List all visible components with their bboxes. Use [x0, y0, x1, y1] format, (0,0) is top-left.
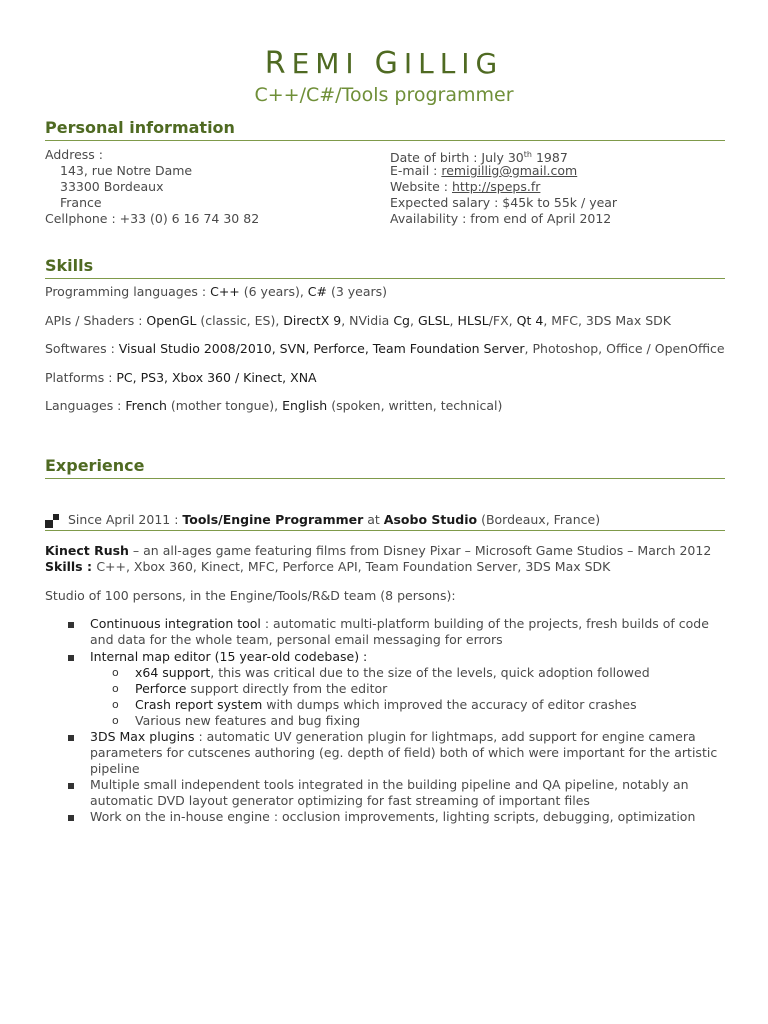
skill-note: (mother tongue),: [166, 398, 283, 413]
sub-bullet-text: , this was critical due to the size of the levels, quick adoption followed: [210, 665, 650, 680]
skill-note: (3 years): [326, 284, 388, 299]
skill-note: , Photoshop, Office / OpenOffice: [524, 341, 725, 356]
sub-bullet-circle: o: [112, 714, 119, 727]
sub-bullet-text: support directly from the editor: [186, 681, 388, 696]
availability: Availability : from end of April 2012: [390, 211, 612, 226]
skill-item: HLSL: [457, 313, 489, 328]
job-role: Tools/Engine Programmer: [182, 512, 364, 527]
project-skills: [45, 559, 610, 575]
bullet-item: Work on the in-house engine : occlusion improvements, lighting scripts, debugging, optimization: [90, 809, 696, 824]
bullet-item: Multiple small independent tools integrated in the building pipeline and QA pipeline, notably an: [90, 777, 689, 792]
sub-bullet-item: [135, 697, 637, 713]
section-title-skills: Skills: [45, 255, 725, 279]
sub-bullet-item: Various new features and bug fixing: [135, 713, 361, 728]
bullet-square: [68, 735, 74, 741]
name-initial-first: R: [264, 46, 292, 81]
job-company: Asobo Studio: [383, 512, 478, 527]
skill-label: Platforms :: [45, 370, 117, 385]
bullet-continuation: parameters for cutscenes authoring (eg. depth of field) both of which were important for the artistic: [90, 745, 718, 760]
skill-note: ,: [449, 313, 458, 328]
email-link[interactable]: remigillig@gmail.com: [441, 163, 578, 178]
project-skills-label: Skills :: [45, 559, 97, 574]
skill-note: , NVidia: [341, 313, 394, 328]
skill-note: (classic, ES),: [196, 313, 284, 328]
bullet-item: [90, 616, 709, 632]
job-marker-icon: [45, 514, 59, 528]
address-line-3: France: [60, 195, 102, 210]
skill-item: C#: [307, 284, 327, 299]
address-label: Address :: [45, 147, 103, 162]
project-skills-text: C++, Xbox 360, Kinect, MFC, Perforce API, Team Foundation Server, 3DS Max SDK: [96, 559, 611, 574]
email-row: [390, 163, 577, 179]
dob-prefix: Date of birth : July 30: [390, 150, 524, 166]
skill-item: PC, PS3, Xbox 360 / Kinect, XNA: [116, 370, 317, 385]
skill-label: Softwares :: [45, 341, 119, 356]
section-title-personal: Personal information: [45, 117, 725, 141]
project-line: [45, 543, 711, 559]
bullet-continuation: and data for the whole team, personal email messaging for errors: [90, 632, 503, 647]
skill-item: GLSL: [417, 313, 450, 328]
bullet-square: [68, 783, 74, 789]
skill-label: Programming languages :: [45, 284, 211, 299]
skill-languages: [45, 398, 502, 414]
job-heading: [68, 512, 600, 528]
skill-item: Cg: [393, 313, 410, 328]
website-link[interactable]: http://speps.fr: [452, 179, 541, 194]
skill-label: Languages :: [45, 398, 126, 413]
job-since: Since April 2011 :: [68, 512, 183, 527]
skill-note: (spoken, written, technical): [327, 398, 503, 413]
sub-bullet-strong: Perforce: [135, 681, 187, 696]
email-label: E-mail :: [390, 163, 442, 178]
expected-salary: Expected salary : $45k to 55k / year: [390, 195, 618, 210]
dob-suffix: 1987: [531, 150, 568, 166]
skill-item: OpenGL: [146, 313, 197, 328]
sub-bullet-strong: Crash report system: [135, 697, 263, 712]
bullet-text: : automatic multi-platform building of the projects, fresh builds of code: [260, 616, 709, 631]
address-line-2: 33300 Bordeaux: [60, 179, 164, 194]
bullet-square: [68, 815, 74, 821]
bullet-item: Internal map editor (15 year-old codebase) :: [90, 649, 368, 664]
bullet-continuation: automatic DVD layout generator optimizing for fast streaming of important files: [90, 793, 590, 808]
skill-item: Qt 4: [516, 313, 544, 328]
sub-bullet-strong: x64 support: [135, 665, 211, 680]
sub-bullet-item: [135, 665, 650, 681]
project-description: – an all-ages game featuring films from Disney Pixar – Microsoft Game Studios – March 2012: [128, 543, 712, 558]
candidate-name: [0, 44, 768, 84]
sub-bullet-circle: o: [112, 666, 119, 679]
bullet-square: [68, 655, 74, 661]
name-last-rest: ILLIG: [403, 47, 504, 80]
section-title-experience: Experience: [45, 455, 725, 479]
skill-label: APIs / Shaders :: [45, 313, 147, 328]
name-initial-last: G: [374, 46, 404, 81]
project-name: Kinect Rush: [45, 543, 129, 558]
bullet-square: [68, 622, 74, 628]
skill-apis-shaders: [45, 313, 671, 329]
skill-note: /FX,: [488, 313, 517, 328]
sub-bullet-text: with dumps which improved the accuracy of editor crashes: [262, 697, 637, 712]
bullet-text: : automatic UV generation plugin for lightmaps, add support for engine camera: [194, 729, 696, 744]
studio-description: Studio of 100 persons, in the Engine/Tools/R&D team (8 persons):: [45, 588, 456, 603]
skill-note: , MFC, 3DS Max SDK: [543, 313, 671, 328]
skill-platforms: [45, 370, 317, 386]
job-at: at: [363, 512, 384, 527]
cellphone: Cellphone : +33 (0) 6 16 74 30 82: [45, 211, 260, 226]
sub-bullet-circle: o: [112, 698, 119, 711]
website-row: [390, 179, 540, 195]
address-line-1: 143, rue Notre Dame: [60, 163, 193, 178]
skill-item: English: [282, 398, 328, 413]
skill-note: ,: [409, 313, 418, 328]
bullet-continuation: pipeline: [90, 761, 140, 776]
bullet-strong: Continuous integration tool: [90, 616, 261, 631]
skill-softwares: [45, 341, 725, 357]
bullet-item: [90, 729, 696, 745]
skill-note: (6 years),: [239, 284, 308, 299]
skill-item: Visual Studio 2008/2010, SVN, Perforce, Team Foundation Server: [118, 341, 525, 356]
sub-bullet-item: [135, 681, 387, 697]
skill-item: French: [125, 398, 167, 413]
website-label: Website :: [390, 179, 452, 194]
dob-sup: th: [523, 150, 532, 159]
bullet-strong: 3DS Max plugins: [90, 729, 195, 744]
skill-item: DirectX 9: [283, 313, 342, 328]
name-first-rest: EMI: [291, 47, 360, 80]
job-title: C++/C#/Tools programmer: [254, 84, 514, 106]
job-divider: [45, 530, 725, 531]
job-location: (Bordeaux, France): [477, 512, 601, 527]
skill-programming-languages: [45, 284, 387, 300]
skill-item: C++: [210, 284, 240, 299]
sub-bullet-circle: o: [112, 682, 119, 695]
